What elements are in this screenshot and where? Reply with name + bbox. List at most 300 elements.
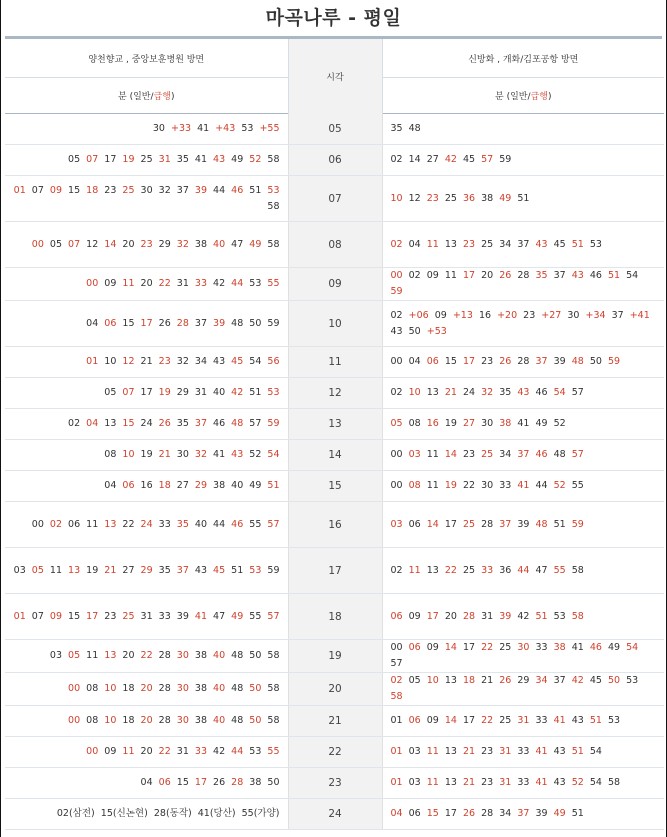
departure-minute: 05 (68, 154, 81, 165)
departure-minute: 57 (249, 418, 262, 429)
departure-minute: 23 (481, 356, 494, 367)
departure-minute: 40 (213, 650, 226, 661)
departure-minute: 46 (589, 642, 602, 653)
table-row (5, 301, 664, 347)
departure-minute: 55 (553, 564, 566, 576)
departure-minute: 49 (553, 808, 566, 819)
departure-minute: 31 (158, 154, 171, 165)
hour-cell: 15 (288, 471, 382, 502)
departure-minute: 39 (517, 518, 530, 530)
departure-minute: 50 (249, 317, 262, 329)
right-minute-header (382, 78, 664, 114)
departure-minute: 39 (499, 610, 512, 622)
departure-minute: 15 (68, 610, 81, 622)
departure-minute: 41 (535, 777, 548, 788)
departure-minute: 12 (86, 238, 99, 250)
departure-minute: 57 (571, 387, 584, 398)
table-row (5, 440, 664, 471)
departure-minute: 15(신논현) (100, 808, 148, 819)
departure-minute: 40 (213, 387, 226, 398)
departure-minute: 31 (499, 746, 512, 757)
departure-minute: 15 (122, 418, 135, 429)
departure-minute: 50 (249, 650, 262, 661)
departure-minute: 33 (481, 564, 494, 576)
departure-minute: 32 (176, 238, 189, 250)
departure-minute: 18 (158, 480, 171, 491)
departure-minute: 22 (158, 746, 171, 757)
departure-minute: 06 (408, 715, 421, 726)
departure-minute: 04 (86, 317, 99, 329)
departure-minute: 37 (553, 270, 566, 281)
departure-minute: 41 (213, 449, 226, 460)
departure-minute: 38 (194, 238, 207, 250)
departure-minute: 59 (267, 317, 280, 329)
departure-minute: +53 (426, 325, 447, 337)
departure-minute: 29 (517, 675, 530, 686)
departure-minute: 32 (194, 449, 207, 460)
departure-minute: 13 (444, 675, 457, 686)
departure-minute: 49 (499, 192, 512, 204)
departure-minute: 06 (104, 317, 117, 329)
table-row (5, 673, 664, 706)
departure-minute: 33 (517, 746, 530, 757)
departure-minute: 49 (249, 238, 262, 250)
departure-minute: 20 (444, 610, 457, 622)
departure-minute: 03 (408, 449, 421, 460)
departure-minute: 31 (517, 715, 530, 726)
departure-minute: 58 (267, 200, 280, 212)
left-direction-times (5, 409, 288, 440)
departure-minute: 06 (122, 480, 135, 491)
departure-minute: 38 (249, 777, 262, 788)
departure-minute: 04 (408, 356, 421, 367)
departure-minute: 32 (158, 184, 171, 196)
departure-minute: 41 (194, 154, 207, 165)
departure-minute: 52 (553, 480, 566, 491)
departure-minute: 19 (444, 418, 457, 429)
departure-minute: 52 (249, 154, 262, 165)
departure-minute: 29 (140, 564, 153, 576)
departure-minute: 02 (49, 518, 62, 530)
departure-minute: 00 (390, 356, 403, 367)
departure-minute: 31 (194, 387, 207, 398)
departure-minute: 37 (517, 238, 530, 250)
departure-minute: 26 (213, 777, 226, 788)
departure-minute: 30 (176, 683, 189, 694)
departure-minute: 30 (152, 123, 165, 134)
departure-minute: 54 (267, 449, 280, 460)
departure-minute: 28 (481, 808, 494, 819)
left-direction-times (5, 268, 288, 301)
departure-minute: 46 (535, 387, 548, 398)
departure-minute: 17 (463, 270, 476, 281)
departure-minute: 58 (267, 650, 280, 661)
departure-minute: 43 (390, 325, 403, 337)
departure-minute: 59 (608, 356, 621, 367)
departure-minute: 45 (213, 564, 226, 576)
departure-minute: 09 (408, 610, 421, 622)
departure-minute: 28 (517, 356, 530, 367)
departure-minute: 00 (31, 238, 44, 250)
departure-minute: 25 (463, 518, 476, 530)
departure-minute: 06 (390, 610, 403, 622)
departure-minute: 00 (31, 518, 44, 530)
departure-minute: 23 (158, 356, 171, 367)
departure-minute: 14 (408, 154, 421, 165)
departure-minute: 53 (249, 278, 262, 289)
departure-minute: +34 (585, 309, 606, 321)
departure-minute: 02 (390, 387, 403, 398)
departure-minute: 00 (390, 480, 403, 491)
departure-minute: 40 (213, 715, 226, 726)
departure-minute: 30 (176, 650, 189, 661)
departure-minute: 48 (231, 317, 244, 329)
departure-minute: 10 (426, 675, 439, 686)
departure-minute: 52 (249, 449, 262, 460)
departure-minute: 07 (31, 610, 44, 622)
departure-minute: 25 (122, 610, 135, 622)
departure-minute: 07 (68, 238, 81, 250)
departure-minute: 58 (267, 154, 280, 165)
departure-minute: 53 (249, 564, 262, 576)
departure-minute: 01 (390, 746, 403, 757)
departure-minute: 13 (444, 777, 457, 788)
right-direction-times (382, 145, 664, 176)
departure-minute: 01 (13, 610, 26, 622)
departure-minute: 40 (194, 518, 207, 530)
timetable (5, 39, 664, 830)
table-row (5, 145, 664, 176)
departure-minute: 35 (176, 154, 189, 165)
departure-minute: 08 (104, 449, 117, 460)
departure-minute: 44 (231, 746, 244, 757)
hour-cell: 24 (288, 799, 382, 830)
departure-minute: 05 (390, 418, 403, 429)
left-direction-times (5, 768, 288, 799)
table-row (5, 268, 664, 301)
hour-cell: 12 (288, 378, 382, 409)
departure-minute: 11 (49, 564, 62, 576)
departure-minute: 07 (31, 184, 44, 196)
table-row (5, 706, 664, 737)
departure-minute: 06 (408, 642, 421, 653)
departure-minute: 50 (249, 683, 262, 694)
hour-cell: 11 (288, 347, 382, 378)
departure-minute: 55 (267, 746, 280, 757)
right-direction-times (382, 222, 664, 268)
departure-minute: 33 (499, 480, 512, 491)
departure-minute: +41 (629, 309, 650, 321)
departure-minute: 25 (122, 184, 135, 196)
table-row (5, 378, 664, 409)
hour-cell: 13 (288, 409, 382, 440)
departure-minute: +20 (497, 309, 518, 321)
departure-minute: 49 (608, 642, 621, 653)
hour-cell: 06 (288, 145, 382, 176)
departure-minute: 33 (535, 642, 548, 653)
table-row (5, 799, 664, 830)
departure-minute: 37 (535, 356, 548, 367)
departure-minute: 53 (267, 387, 280, 398)
departure-minute: 50 (608, 675, 621, 686)
departure-minute: 52 (553, 418, 566, 429)
left-direction-times (5, 673, 288, 706)
departure-minute: 00 (68, 715, 81, 726)
departure-minute: 46 (231, 518, 244, 530)
departure-minute: 53 (626, 675, 639, 686)
departure-minute: +33 (171, 123, 192, 134)
departure-minute: 21 (481, 675, 494, 686)
departure-minute: 14 (444, 715, 457, 726)
minute-label-close: ) (547, 92, 552, 102)
departure-minute: 42 (213, 278, 226, 289)
departure-minute: 07 (122, 387, 135, 398)
departure-minute: 51 (231, 564, 244, 576)
departure-minute: 42 (517, 610, 530, 622)
right-direction-times (382, 548, 664, 594)
departure-minute: 27 (463, 418, 476, 429)
hour-cell: 16 (288, 502, 382, 548)
departure-minute: 02 (390, 154, 403, 165)
departure-minute: 57 (267, 610, 280, 622)
departure-minute: 05 (408, 675, 421, 686)
left-direction-times (5, 176, 288, 222)
departure-minute: 02 (390, 309, 403, 321)
departure-minute: 17 (140, 317, 153, 329)
departure-minute: 23 (523, 309, 536, 321)
right-direction-times (382, 768, 664, 799)
departure-minute: 30 (176, 715, 189, 726)
right-direction-times (382, 114, 664, 145)
departure-minute: 08 (86, 683, 99, 694)
departure-minute: 00 (390, 642, 403, 653)
departure-minute: 11 (122, 746, 135, 757)
departure-minute: 51 (571, 808, 584, 819)
departure-minute: 13 (104, 418, 117, 429)
departure-minute: 15 (122, 317, 135, 329)
departure-minute: 22 (463, 480, 476, 491)
departure-minute: 30 (481, 480, 494, 491)
departure-minute: +27 (541, 309, 562, 321)
table-row (5, 409, 664, 440)
departure-minute: 37 (517, 449, 530, 460)
departure-minute: 02 (390, 564, 403, 576)
minute-label-close: ) (170, 92, 175, 102)
departure-minute: 21 (104, 564, 117, 576)
departure-minute: 48 (535, 518, 548, 530)
left-direction-header: 양천향교 , 중앙보훈병원 방면 (5, 39, 288, 78)
departure-minute: 51 (535, 610, 548, 622)
departure-minute: 18 (86, 184, 99, 196)
departure-minute: 11 (426, 449, 439, 460)
hour-cell: 08 (288, 222, 382, 268)
departure-minute: 28 (481, 518, 494, 530)
departure-minute: 11 (122, 278, 135, 289)
departure-minute: 13 (104, 518, 117, 530)
departure-minute: 18 (463, 675, 476, 686)
departure-minute: 46 (231, 184, 244, 196)
departure-minute: 58 (267, 715, 280, 726)
left-direction-times (5, 737, 288, 768)
departure-minute: 46 (213, 418, 226, 429)
table-row (5, 347, 664, 378)
departure-minute: 27 (176, 480, 189, 491)
right-direction-times (382, 409, 664, 440)
departure-minute: 11 (426, 777, 439, 788)
minute-label: 분 (일반/ (495, 92, 531, 102)
departure-minute: 20 (140, 683, 153, 694)
departure-minute: 17 (194, 777, 207, 788)
departure-minute: 54 (249, 356, 262, 367)
departure-minute: 19 (122, 154, 135, 165)
departure-minute: 16 (478, 309, 492, 321)
departure-minute: 49 (535, 418, 548, 429)
departure-minute: 39 (194, 184, 207, 196)
departure-minute: 44 (535, 480, 548, 491)
left-direction-times (5, 706, 288, 737)
departure-minute: 48 (231, 715, 244, 726)
departure-minute: 23 (104, 610, 117, 622)
departure-minute: 27 (122, 564, 135, 576)
right-direction-header: 신방화 , 개화/김포공항 방면 (382, 39, 664, 78)
departure-minute: 02 (68, 418, 81, 429)
left-direction-times (5, 347, 288, 378)
departure-minute: 39 (213, 317, 226, 329)
departure-minute: 54 (626, 270, 639, 281)
departure-minute: 30 (517, 642, 530, 653)
departure-minute: 58 (608, 777, 621, 788)
departure-minute: 07 (86, 154, 99, 165)
departure-minute: 36 (463, 192, 476, 204)
departure-minute: +13 (452, 309, 473, 321)
departure-minute: 04 (140, 777, 153, 788)
departure-minute: +55 (259, 123, 280, 134)
table-row (5, 502, 664, 548)
departure-minute: 47 (535, 564, 548, 576)
left-direction-times (5, 114, 288, 145)
departure-minute: 17 (444, 518, 457, 530)
departure-minute: 06 (158, 777, 171, 788)
departure-minute: 33 (158, 610, 171, 622)
departure-minute: 55 (267, 278, 280, 289)
header-row (5, 39, 664, 78)
departure-minute: 04 (408, 238, 421, 250)
departure-minute: 29 (194, 480, 207, 491)
table-row (5, 471, 664, 502)
departure-minute: 05 (68, 650, 81, 661)
departure-minute: 59 (571, 518, 584, 530)
right-direction-times (382, 440, 664, 471)
left-direction-times (5, 471, 288, 502)
departure-minute: 17 (463, 642, 476, 653)
departure-minute: 23 (104, 184, 117, 196)
departure-minute: 37 (517, 808, 530, 819)
left-direction-times (5, 301, 288, 347)
departure-minute: 44 (231, 278, 244, 289)
departure-minute: 22 (444, 564, 457, 576)
departure-minute: 31 (499, 777, 512, 788)
departure-minute: 44 (517, 564, 530, 576)
departure-minute: 12 (122, 356, 135, 367)
departure-minute: 37 (194, 418, 207, 429)
departure-minute: 12 (408, 192, 421, 204)
departure-minute: 29 (176, 387, 189, 398)
departure-minute: 43 (213, 154, 226, 165)
departure-minute: 43 (194, 564, 207, 576)
departure-minute: 11 (426, 238, 439, 250)
departure-minute: 34 (499, 808, 512, 819)
departure-minute: 11 (426, 746, 439, 757)
right-direction-times (382, 347, 664, 378)
departure-minute: 57 (481, 154, 494, 165)
departure-minute: 48 (571, 356, 584, 367)
departure-minute: 40 (213, 238, 226, 250)
departure-minute: 03 (49, 650, 62, 661)
departure-minute: 11 (426, 480, 439, 491)
departure-minute: 26 (499, 675, 512, 686)
departure-minute: 09 (49, 610, 62, 622)
hour-cell: 10 (288, 301, 382, 347)
departure-minute: 58 (267, 238, 280, 250)
departure-minute: 24 (140, 418, 153, 429)
hour-cell: 23 (288, 768, 382, 799)
departure-minute: 50 (408, 325, 421, 337)
right-direction-times (382, 378, 664, 409)
departure-minute: 13 (426, 564, 439, 576)
departure-minute: 41 (517, 480, 530, 491)
departure-minute: 41 (553, 715, 566, 726)
departure-minute: 26 (158, 418, 171, 429)
departure-minute: 39 (535, 808, 548, 819)
departure-minute: 57 (571, 449, 584, 460)
departure-minute: +06 (408, 309, 429, 321)
departure-minute: 01 (390, 777, 403, 788)
departure-minute: 22 (122, 518, 135, 530)
departure-minute: 25 (499, 642, 512, 653)
departure-minute: 14 (444, 449, 457, 460)
departure-minute: 11 (86, 518, 99, 530)
departure-minute: 26 (499, 270, 512, 281)
departure-minute: 09 (104, 746, 117, 757)
departure-minute: 13 (426, 387, 439, 398)
departure-minute: 53 (608, 715, 621, 726)
departure-minute: 41 (535, 746, 548, 757)
departure-minute: 35 (176, 418, 189, 429)
express-label: 급행 (153, 92, 171, 102)
hour-cell: 19 (288, 640, 382, 673)
departure-minute: 42 (444, 154, 457, 165)
left-minute-header (5, 78, 288, 114)
right-direction-times (382, 737, 664, 768)
departure-minute: 25 (481, 238, 494, 250)
departure-minute: 22 (140, 650, 153, 661)
departure-minute: 32 (481, 387, 494, 398)
right-direction-times (382, 799, 664, 830)
departure-minute: 47 (231, 238, 244, 250)
departure-minute: 09 (426, 270, 439, 281)
departure-minute: 37 (499, 518, 512, 530)
departure-minute: 39 (176, 610, 189, 622)
departure-minute: 37 (611, 309, 624, 321)
departure-minute: 46 (535, 449, 548, 460)
departure-minute: 16 (426, 418, 439, 429)
departure-minute: 15 (444, 356, 457, 367)
departure-minute: 36 (499, 564, 512, 576)
departure-minute: 05 (31, 564, 44, 576)
departure-minute: 14 (426, 518, 439, 530)
departure-minute: 43 (535, 238, 548, 250)
departure-minute: 15 (68, 184, 81, 196)
